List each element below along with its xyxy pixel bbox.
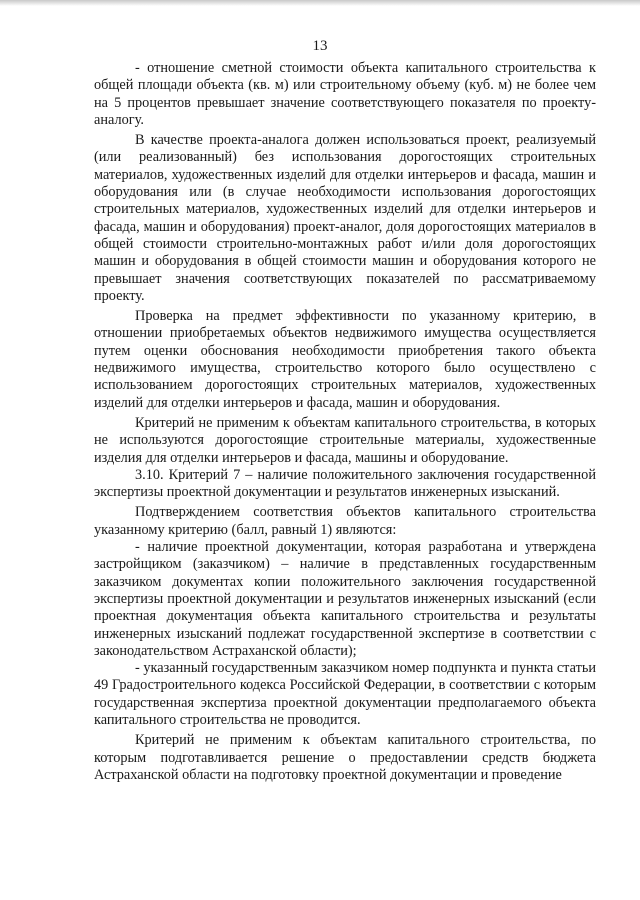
paragraph-article-49: - указанный государственным заказчиком номер подпункта и пункта статьи 49 Градостроительного кодекса Российской Федерации, в соответствии с которым государственная экспертиза проектной документации предполагаемого объекта капитального строительства не проводится.: [94, 660, 596, 728]
paragraph-budget-funds: Критерий не применим к объектам капитального строительства, по которым подготавливается решение о предоставлении средств бюджета Астраханской области на подготовку проектной документации и проведение: [94, 732, 596, 783]
paragraph-criterion-not-applicable: Критерий не применим к объектам капитального строительства, в которых не используются дорогостоящие строительные материалы, художественные изделия для отделки интерьеров и фасада, машины и оборудование.: [94, 414, 596, 466]
paragraph-analog-project: В качестве проекта-аналога должен использоваться проект, реализуемый (или реализованный) без использования дорогостоящих строительных материалов, художественных изделий для отделки интерьеров и фасада, машин и оборудования или (в случае необходимости использования дорогостоящих строительных материалов, художественных изделий для отделки интерьеров и фасада, машин и оборудования) проект-аналог, доля дорогостоящих материалов в общей стоимости строительно-монтажных работ и/или доля дорогостоящих машин и оборудования в общей стоимости машин и оборудования которого не превышает значения соответствующих показателей по рассматриваемому проекту.: [94, 132, 596, 304]
paragraph-ratio-condition: - отношение сметной стоимости объекта капитального строительства к общей площади объекта (кв. м) или строительному объему (куб. м) не более чем на 5 процентов превышает значение соответствующего показателя по проекту-аналогу.: [94, 60, 596, 128]
paragraph-confirmation: Подтверждением соответствия объектов капитального строительства указанному критерию (балл, равный 1) являются:: [94, 504, 596, 538]
paragraph-project-documentation: - наличие проектной документации, которая разработана и утверждена застройщиком (заказчиком) – наличие в представленных государственным заказчиком документах копии положительного заключения государственной экспертизы проектной документации и результатов инженерных изысканий (если проектная документация объекта капитального строительства и результаты инженерных изысканий подлежат государственной экспертизе в соответствии с законодательством Астраханской области);: [94, 539, 596, 659]
page-number: 13: [312, 38, 328, 54]
paragraph-efficiency-check: Проверка на предмет эффективности по указанному критерию, в отношении приобретаемых объектов недвижимого имущества осуществляется путем оценки обоснования необходимости приобретения такого объекта недвижимого имущества, строительство которого было осуществлено с использованием дорогостоящих строительных материалов, художественных изделий для отделки интерьеров и фасада, машин и оборудования.: [94, 308, 596, 411]
scan-edge: [0, 0, 640, 6]
paragraph-criterion-7-heading: 3.10. Критерий 7 – наличие положительного заключения государственной экспертизы проектной документации и результатов инженерных изысканий.: [94, 466, 596, 501]
body-text: [94, 60, 596, 784]
